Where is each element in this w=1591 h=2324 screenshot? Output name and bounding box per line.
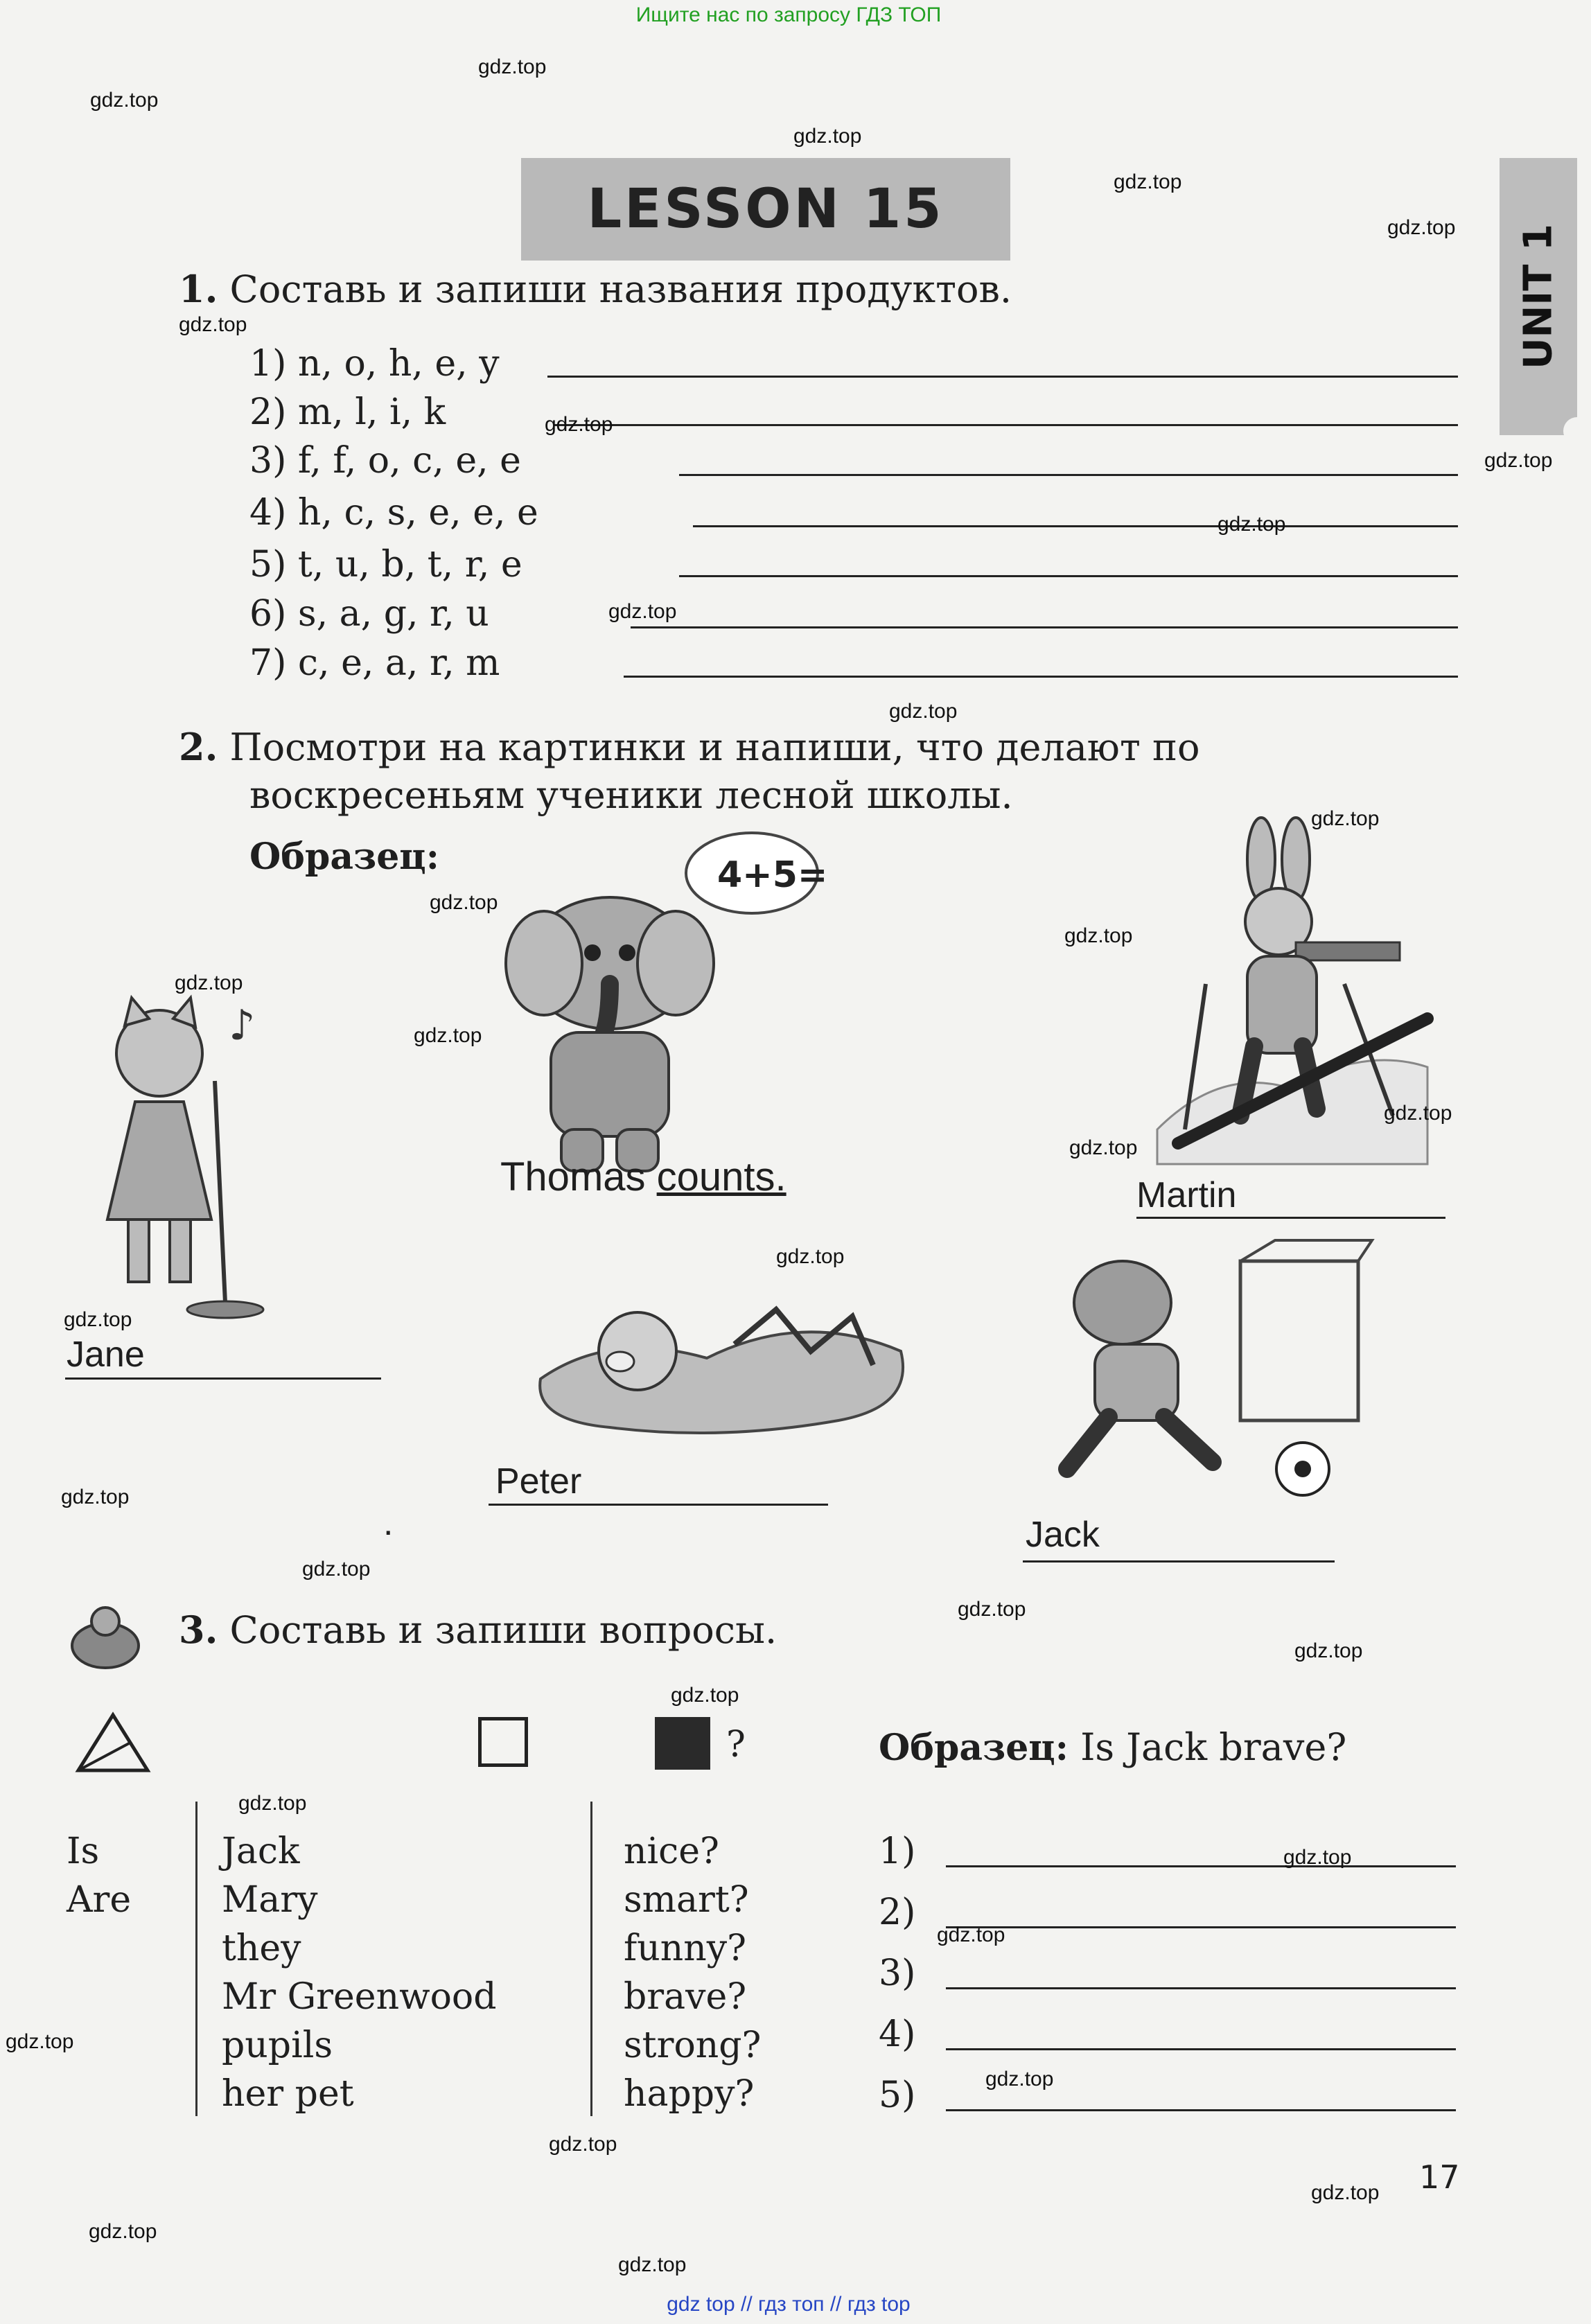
svg-text:♪: ♪ (229, 1001, 256, 1050)
answer-line[interactable] (554, 424, 1458, 426)
watermark: gdz.top (1311, 807, 1380, 830)
watermark: gdz.top (1069, 1136, 1138, 1159)
watermark: gdz.top (1384, 1102, 1452, 1125)
ex2-number: 2. (179, 725, 218, 769)
answer-line[interactable] (679, 575, 1458, 577)
ex1-number: 1. (179, 267, 218, 311)
watermark: gdz.top (1064, 924, 1133, 947)
answer-line[interactable] (946, 1865, 1456, 1867)
watermark: gdz.top (61, 1486, 130, 1508)
dog-jack-image (1026, 1240, 1372, 1517)
sample-answer: counts. (656, 1154, 786, 1199)
watermark: gdz.top (64, 1308, 132, 1331)
ex3-sample-text: Is Jack brave? (1080, 1725, 1347, 1769)
elephant-thomas-image (506, 825, 828, 1185)
page-number: 17 (1419, 2158, 1460, 2196)
watermark: gdz.top (549, 2133, 617, 2156)
watermark: gdz.top (671, 1684, 739, 1707)
ex3-heading (179, 1608, 777, 1652)
answer-line[interactable] (679, 474, 1458, 476)
answer-number: 2) (879, 1892, 916, 1933)
ex2-sample-label: Образец: (249, 836, 439, 878)
watermark: gdz.top (985, 2068, 1054, 2090)
watermark: gdz.top (608, 600, 677, 623)
top-banner[interactable]: Ищите нас по запросу ГДЗ ТОП (635, 3, 942, 26)
watermark: gdz.top (1294, 1639, 1363, 1662)
ex1-heading (179, 267, 1012, 311)
answer-line[interactable] (946, 1926, 1456, 1928)
watermark: gdz.top (414, 1024, 482, 1047)
unit-tab-notch (1563, 417, 1591, 445)
thought-bubble-text: 4+5= (717, 854, 828, 896)
verb-word: Is (67, 1831, 100, 1872)
pig-peter-image (527, 1268, 915, 1441)
ex1-item: 2) m, l, i, k (249, 391, 446, 433)
watermark: gdz.top (618, 2253, 687, 2276)
watermark: gdz.top (179, 313, 247, 336)
ex1-item: 6) s, a, g, r, u (249, 593, 489, 635)
adjective-word: funny? (624, 1928, 746, 1969)
ex3-sample-label: Образец: (879, 1727, 1069, 1769)
table-divider (195, 1802, 197, 2116)
watermark: gdz.top (793, 125, 862, 148)
watermark: gdz.top (545, 413, 613, 436)
adjective-word: happy? (624, 2073, 755, 2115)
sample-name: Thomas (500, 1154, 646, 1199)
subject-word: they (222, 1928, 301, 1969)
adjective-word: nice? (624, 1831, 719, 1872)
ex1-item: 4) h, c, s, e, e, e (249, 492, 538, 534)
watermark: gdz.top (175, 971, 243, 994)
answer-line[interactable] (946, 2109, 1456, 2111)
cat-jane-image (76, 998, 284, 1330)
watermark: gdz.top (1114, 170, 1182, 193)
answer-line[interactable] (547, 376, 1458, 378)
triangle-icon (75, 1711, 151, 1774)
watermark: gdz.top (430, 891, 498, 914)
subject-word: Jack (222, 1831, 300, 1872)
sample-sentence (500, 1154, 786, 1200)
bottom-banner[interactable]: gdz top // гдз топ // гдз top (667, 2293, 911, 2316)
white-square-icon (478, 1717, 528, 1767)
watermark: gdz.top (1484, 449, 1553, 472)
answer-line[interactable] (946, 1987, 1456, 1989)
answer-line[interactable] (489, 1504, 828, 1506)
table-divider (590, 1802, 592, 2116)
answer-line[interactable] (631, 626, 1458, 628)
name-jane: Jane (67, 1335, 145, 1375)
subject-word: pupils (222, 2025, 333, 2066)
answer-line[interactable] (693, 525, 1458, 527)
answer-line[interactable] (624, 676, 1458, 678)
lesson-title: LESSON 15 (521, 158, 1010, 261)
ex1-title: Составь и запиши названия продуктов. (229, 267, 1012, 311)
unit-tab (1500, 158, 1577, 435)
ex2-title-line2: воскресеньям ученики лесной школы. (249, 773, 1013, 817)
ex3-number: 3. (179, 1608, 218, 1652)
adjective-word: strong? (624, 2025, 762, 2066)
unit-tab-label: UNIT 1 (1515, 224, 1561, 369)
subject-word: her pet (222, 2073, 354, 2115)
answer-number: 5) (879, 2075, 916, 2116)
answer-line[interactable] (1023, 1560, 1335, 1562)
subject-word: Mr Greenwood (222, 1976, 497, 2018)
answer-number: 1) (879, 1831, 916, 1872)
ex3-sample (879, 1725, 1346, 1769)
subject-word: Mary (222, 1879, 318, 1921)
watermark: gdz.top (1218, 513, 1286, 536)
watermark: gdz.top (6, 2030, 74, 2053)
watermark: gdz.top (478, 55, 547, 78)
answer-number: 4) (879, 2014, 916, 2055)
peter-line-dot: . (383, 1503, 394, 1543)
adjective-word: smart? (624, 1879, 749, 1921)
name-jack: Jack (1026, 1515, 1100, 1555)
watermark: gdz.top (1387, 216, 1456, 239)
answer-number: 3) (879, 1953, 916, 1994)
answer-line[interactable] (946, 2048, 1456, 2050)
adjective-word: brave? (624, 1976, 747, 2018)
answer-line[interactable] (65, 1377, 381, 1380)
ex3-title: Составь и запиши вопросы. (229, 1608, 777, 1652)
ex1-item: 7) c, e, a, r, m (249, 642, 500, 684)
black-square-icon (655, 1717, 710, 1770)
watermark: gdz.top (1311, 2181, 1380, 2204)
ex2-heading (179, 725, 1200, 769)
watermark: gdz.top (937, 1924, 1005, 1946)
watermark: gdz.top (238, 1792, 307, 1815)
watermark: gdz.top (958, 1598, 1026, 1621)
watermark: gdz.top (90, 89, 159, 112)
ex1-item: 1) n, o, h, e, y (249, 343, 500, 385)
ex1-item: 5) t, u, b, t, r, e (249, 544, 522, 586)
name-martin: Martin (1136, 1175, 1237, 1215)
ex1-item: 3) f, f, o, c, e, e (249, 440, 521, 482)
ex2-title-line1: Посмотри на картинки и напиши, что делают по (229, 725, 1200, 769)
watermark: gdz.top (1283, 1846, 1352, 1869)
watermark: gdz.top (302, 1558, 371, 1581)
watermark: gdz.top (889, 700, 958, 723)
watermark: gdz.top (89, 2220, 157, 2243)
verb-word: Are (67, 1879, 132, 1921)
answer-line[interactable] (1136, 1217, 1445, 1219)
question-mark: ? (726, 1724, 746, 1766)
name-peter: Peter (495, 1461, 582, 1502)
watermark: gdz.top (776, 1245, 845, 1268)
turtle-icon (64, 1604, 147, 1673)
